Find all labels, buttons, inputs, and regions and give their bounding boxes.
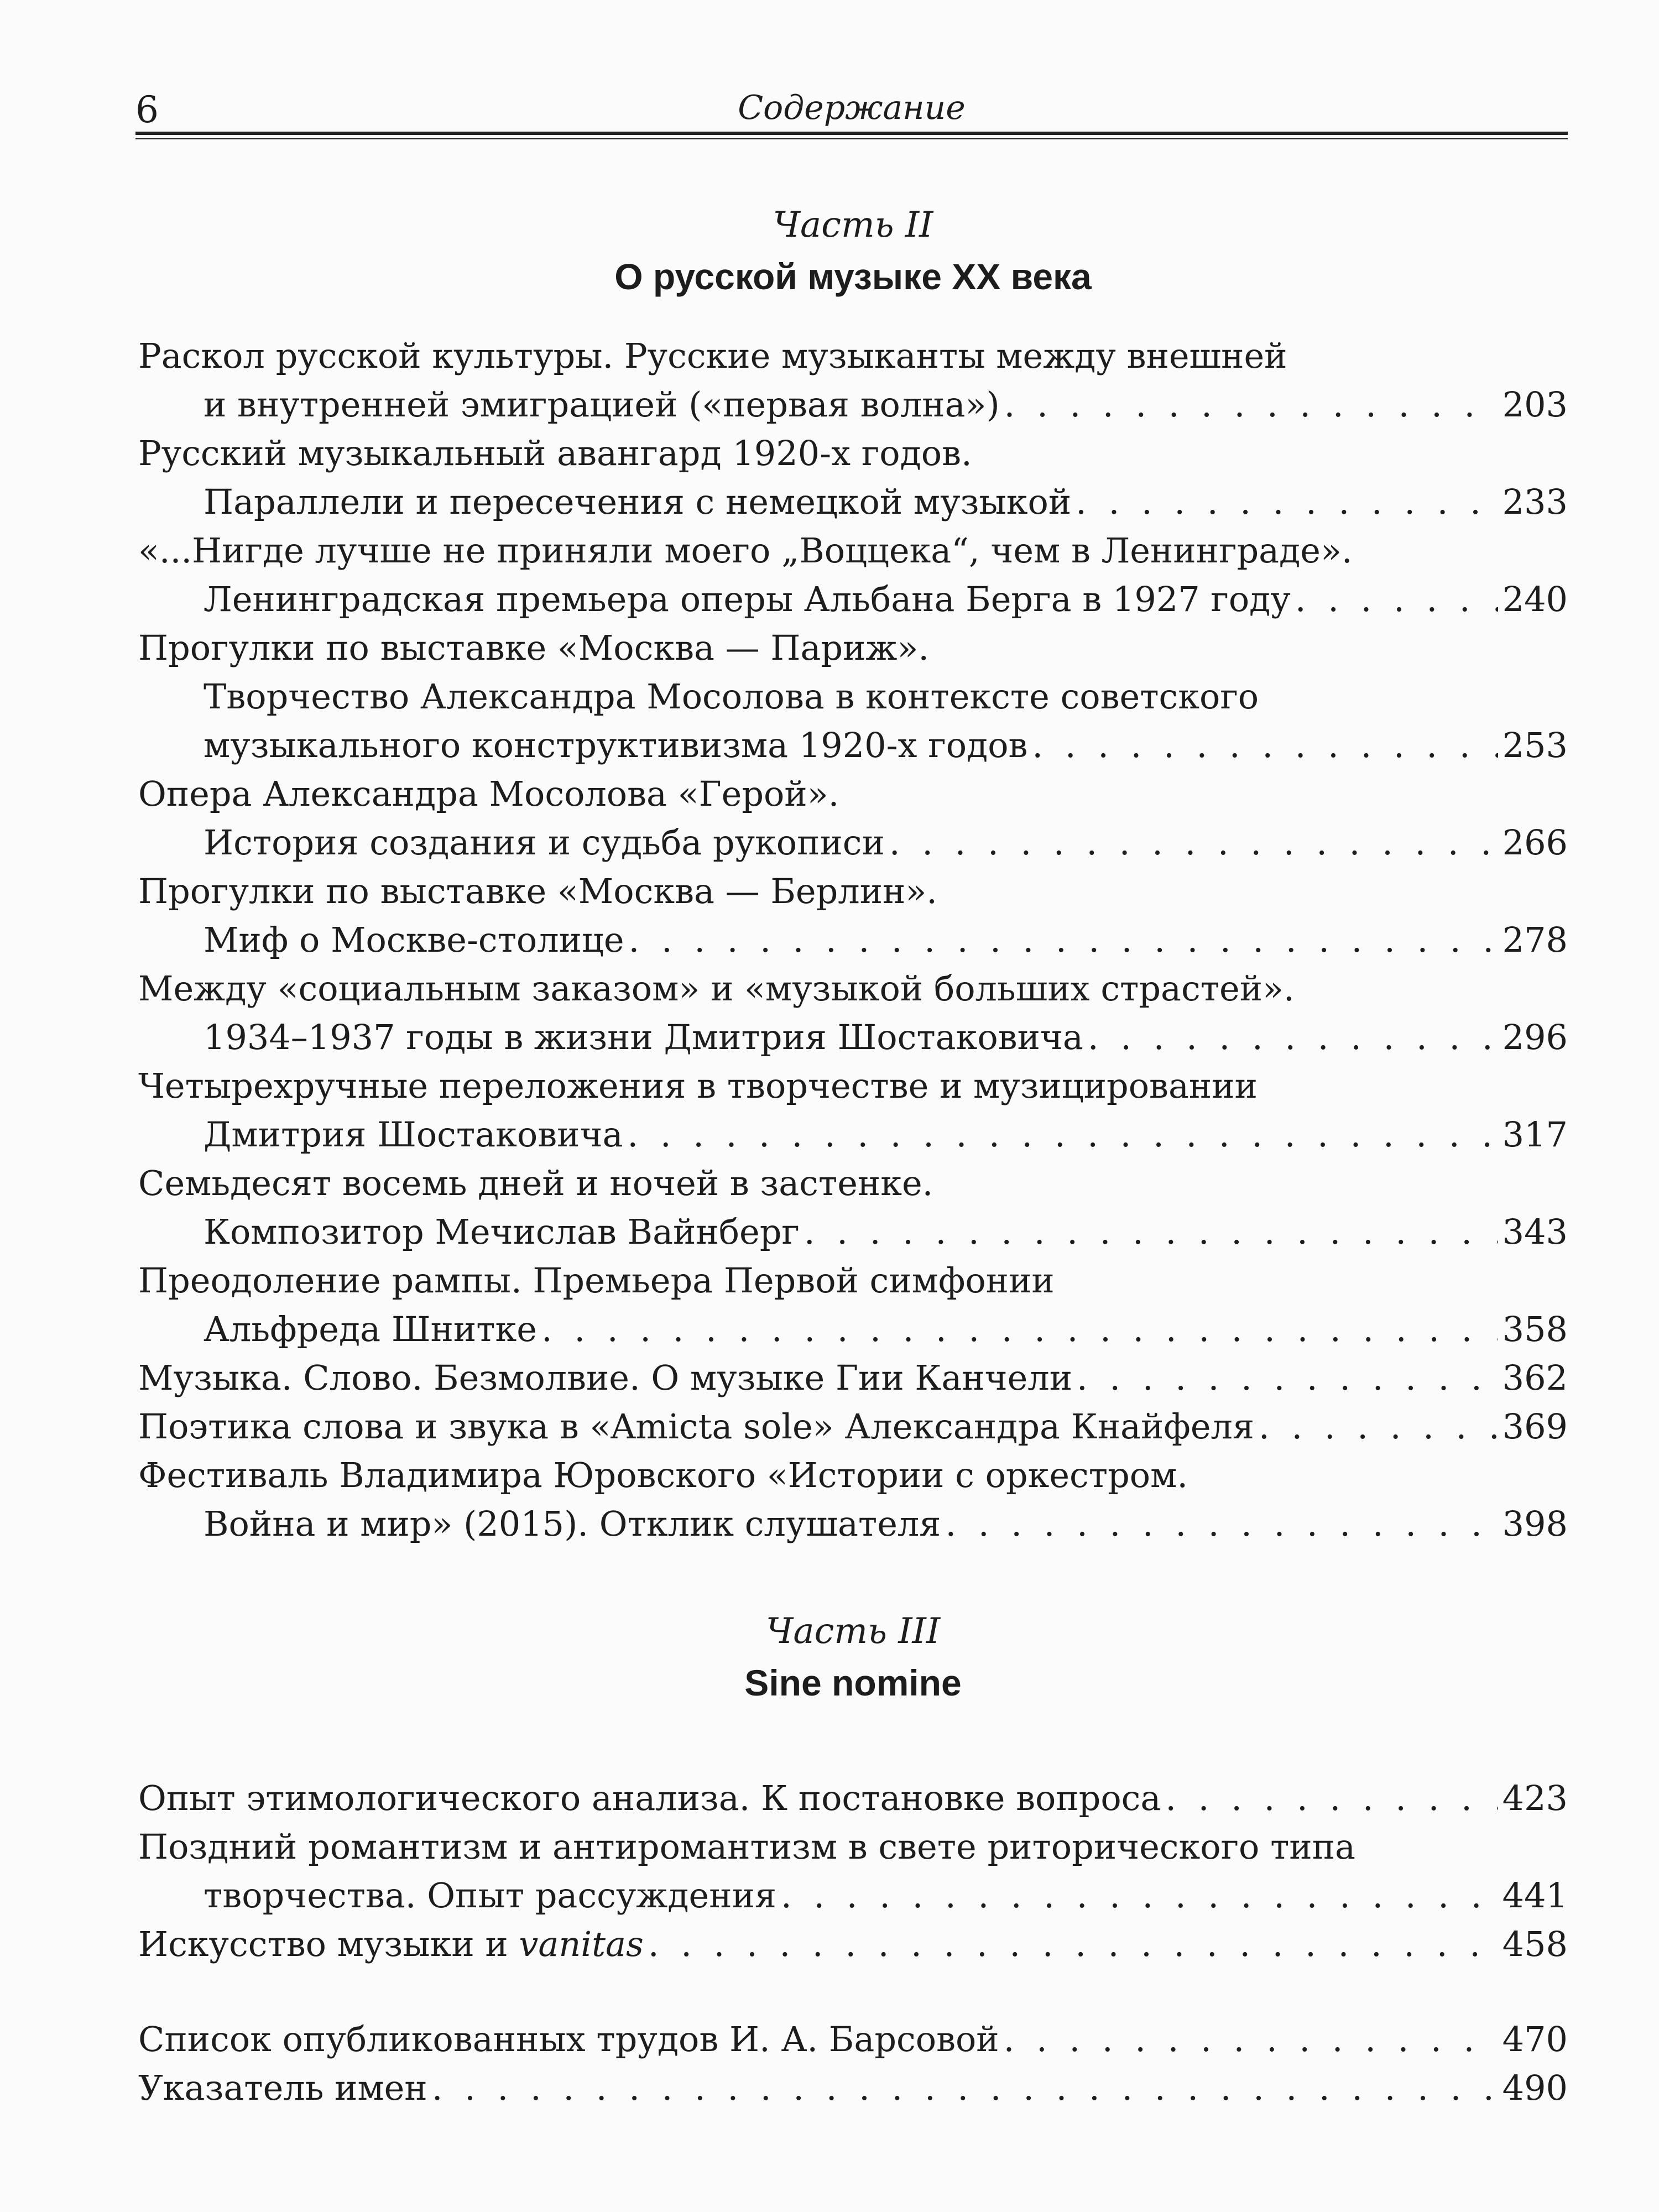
toc-entry-title: Преодоление рампы. Премьера Первой симфонии — [138, 1260, 1055, 1301]
toc-entry-title: «...Нигде лучше не приняли моего „Воццека“, чем в Ленинграде». — [138, 530, 1353, 571]
toc-entry-title: Музыка. Слово. Безмолвие. О музыке Гии Канчели — [138, 1358, 1073, 1398]
toc-entry-title: и внутренней эмиграцией («первая волна») — [204, 384, 1000, 425]
dot-leader — [1032, 721, 1498, 770]
toc-entry-title: Русский музыкальный авангард 1920-х годов. — [138, 433, 972, 473]
page-number: 6 — [135, 88, 159, 131]
part-3-heading — [138, 1606, 1568, 1709]
toc-entry-line — [138, 867, 1568, 916]
toc-entry-line — [138, 1774, 1568, 1823]
toc-page-number: 296 — [1502, 1017, 1568, 1057]
toc-entry-line — [138, 624, 1568, 672]
part-title: Sine nomine — [744, 1662, 962, 1703]
toc-entry-line — [138, 1871, 1568, 1920]
toc-entry-title: творчества. Опыт рассуждения — [204, 1875, 776, 1916]
dot-leader — [1259, 1402, 1498, 1451]
toc-entry-line — [138, 1354, 1568, 1402]
toc-page-number: 423 — [1502, 1778, 1568, 1818]
toc-entry-line — [138, 1208, 1568, 1256]
toc-entry-title: Прогулки по выставке «Москва — Париж». — [138, 628, 930, 668]
dot-leader — [629, 916, 1498, 964]
toc-page-number: 233 — [1502, 482, 1568, 522]
toc-entry-line — [138, 1305, 1568, 1354]
toc-entry[interactable] — [138, 1159, 1568, 1256]
running-title: Содержание — [738, 88, 966, 127]
toc-entry-title: Опыт этимологического анализа. К постановке вопроса — [138, 1778, 1161, 1818]
toc-entry[interactable] — [138, 867, 1568, 964]
dot-leader — [1088, 1013, 1498, 1062]
dot-leader — [627, 1110, 1498, 1159]
toc-entry-line — [138, 526, 1568, 575]
toc-entry-line — [138, 575, 1568, 624]
part-3-contents — [138, 1774, 1568, 1969]
toc-entry-line — [138, 332, 1568, 380]
toc-entry-line — [138, 429, 1568, 478]
part-2-heading — [138, 200, 1568, 303]
header-rule-thin — [135, 138, 1568, 139]
toc-entry-title: Творчество Александра Мосолова в контексте советского — [204, 676, 1259, 717]
part-title: О русской музыке XX века — [614, 256, 1092, 297]
toc-entry-title: История создания и судьба рукописи — [204, 822, 885, 863]
toc-entry-line — [138, 1159, 1568, 1208]
dot-leader — [889, 818, 1498, 867]
toc-entry-line — [138, 770, 1568, 818]
dot-leader — [945, 1500, 1498, 1548]
part-2-contents — [138, 332, 1568, 1548]
toc-entry-line — [138, 1013, 1568, 1062]
toc-entry[interactable] — [138, 770, 1568, 867]
toc-entry[interactable] — [138, 1920, 1568, 1969]
toc-entry-line — [138, 1451, 1568, 1500]
toc-page-number: 253 — [1502, 725, 1568, 765]
part-label: Часть II — [773, 205, 933, 246]
toc-page-number: 470 — [1502, 2019, 1568, 2059]
dot-leader — [781, 1871, 1498, 1920]
toc-entry-title: Дмитрия Шостаковича — [204, 1114, 623, 1155]
dot-leader — [804, 1208, 1498, 1256]
dot-leader — [1165, 1774, 1498, 1823]
toc-entry-title: Опера Александра Мосолова «Герой». — [138, 774, 839, 814]
appendix-contents — [138, 2015, 1568, 2112]
part-label: Часть III — [765, 1611, 941, 1652]
toc-entry-title: Между «социальным заказом» и «музыкой больших страстей». — [138, 968, 1295, 1009]
toc-entry-title: Миф о Москве-столице — [204, 920, 624, 960]
toc-page-number: 369 — [1502, 1406, 1568, 1447]
toc-entry-line — [138, 2015, 1568, 2064]
toc-entry-title: Список опубликованных трудов И. А. Барсовой — [138, 2019, 999, 2059]
dot-leader — [432, 2064, 1498, 2112]
toc-entry-title: Прогулки по выставке «Москва — Берлин». — [138, 871, 937, 911]
toc-entry-line — [138, 1920, 1568, 1969]
toc-entry-title: Война и мир» (2015). Отклик слушателя — [204, 1504, 941, 1544]
toc-page-number: 358 — [1502, 1309, 1568, 1349]
toc-entry[interactable] — [138, 1823, 1568, 1920]
toc-entry-title: Искусство музыки и vanitas — [138, 1924, 644, 1964]
toc-entry-title: Параллели и пересечения с немецкой музыкой — [204, 482, 1072, 522]
toc-entry-line — [138, 1062, 1568, 1110]
toc-page-number: 240 — [1502, 579, 1568, 619]
toc-entry-line — [138, 2064, 1568, 2112]
toc-entry[interactable] — [138, 964, 1568, 1062]
toc-entry-title: Поздний романтизм и антиромантизм в свете риторического типа — [138, 1827, 1355, 1867]
toc-entry-line — [138, 380, 1568, 429]
toc-entry-title: 1934–1937 годы в жизни Дмитрия Шостаковича — [204, 1017, 1083, 1057]
toc-page-number: 278 — [1502, 920, 1568, 960]
toc-page-number: 490 — [1502, 2068, 1568, 2108]
toc-entry-line — [138, 916, 1568, 964]
toc-page-number: 458 — [1502, 1924, 1568, 1964]
toc-entry[interactable] — [138, 526, 1568, 624]
toc-entry-title: Поэтика слова и звука в «Amicta sole» Александра Кнайфеля — [138, 1406, 1255, 1447]
toc-entry-line — [138, 478, 1568, 526]
toc-page-number: 203 — [1502, 384, 1568, 425]
toc-entry-line — [138, 721, 1568, 770]
toc-entry-line — [138, 1256, 1568, 1305]
toc-entry-title: Четырехручные переложения в творчестве и музицировании — [138, 1066, 1258, 1106]
toc-entry[interactable] — [138, 1354, 1568, 1402]
toc-entry-title: Семьдесят восемь дней и ночей в застенке. — [138, 1163, 933, 1203]
dot-leader — [1004, 380, 1498, 429]
dot-leader — [648, 1920, 1498, 1969]
toc-entry-line — [138, 672, 1568, 721]
toc-entry[interactable] — [138, 332, 1568, 429]
toc-entry[interactable] — [138, 1451, 1568, 1548]
toc-entry-line — [138, 964, 1568, 1013]
toc-entry[interactable] — [138, 429, 1568, 526]
dot-leader — [1077, 1354, 1498, 1402]
toc-entry-title: музыкального конструктивизма 1920-х годов — [204, 725, 1028, 765]
toc-entry-line — [138, 1500, 1568, 1548]
toc-entry[interactable] — [138, 1402, 1568, 1451]
toc-entry[interactable] — [138, 1062, 1568, 1159]
toc-page-number: 398 — [1502, 1504, 1568, 1544]
dot-leader — [541, 1305, 1498, 1354]
toc-page-number: 362 — [1502, 1358, 1568, 1398]
toc-page-number: 441 — [1502, 1875, 1568, 1916]
toc-entry-title: Указатель имен — [138, 2068, 427, 2108]
toc-page-number: 266 — [1502, 822, 1568, 863]
toc-entry-title: Ленинградская премьера оперы Альбана Берга в 1927 году — [204, 579, 1291, 619]
dot-leader — [1004, 2015, 1498, 2064]
toc-page-number: 343 — [1502, 1212, 1568, 1252]
toc-entry-title: Альфреда Шнитке — [204, 1309, 537, 1349]
toc-entry-title: Фестиваль Владимира Юровского «Истории с оркестром. — [138, 1455, 1188, 1495]
running-header — [135, 77, 1568, 133]
toc-entry[interactable] — [138, 624, 1568, 770]
toc-entry-line — [138, 1110, 1568, 1159]
dot-leader — [1076, 478, 1498, 526]
toc-entry[interactable] — [138, 2064, 1568, 2112]
dot-leader — [1295, 575, 1498, 624]
toc-entry[interactable] — [138, 1774, 1568, 1823]
toc-entry[interactable] — [138, 1256, 1568, 1354]
toc-entry-title: Композитор Мечислав Вайнберг — [204, 1212, 800, 1252]
toc-entry-title: Раскол русской культуры. Русские музыканты между внешней — [138, 336, 1287, 376]
toc-entry-line — [138, 818, 1568, 867]
toc-entry-line — [138, 1402, 1568, 1451]
toc-page-number: 317 — [1502, 1114, 1568, 1155]
toc-entry-line — [138, 1823, 1568, 1871]
header-rule — [135, 132, 1568, 135]
toc-entry[interactable] — [138, 2015, 1568, 2064]
